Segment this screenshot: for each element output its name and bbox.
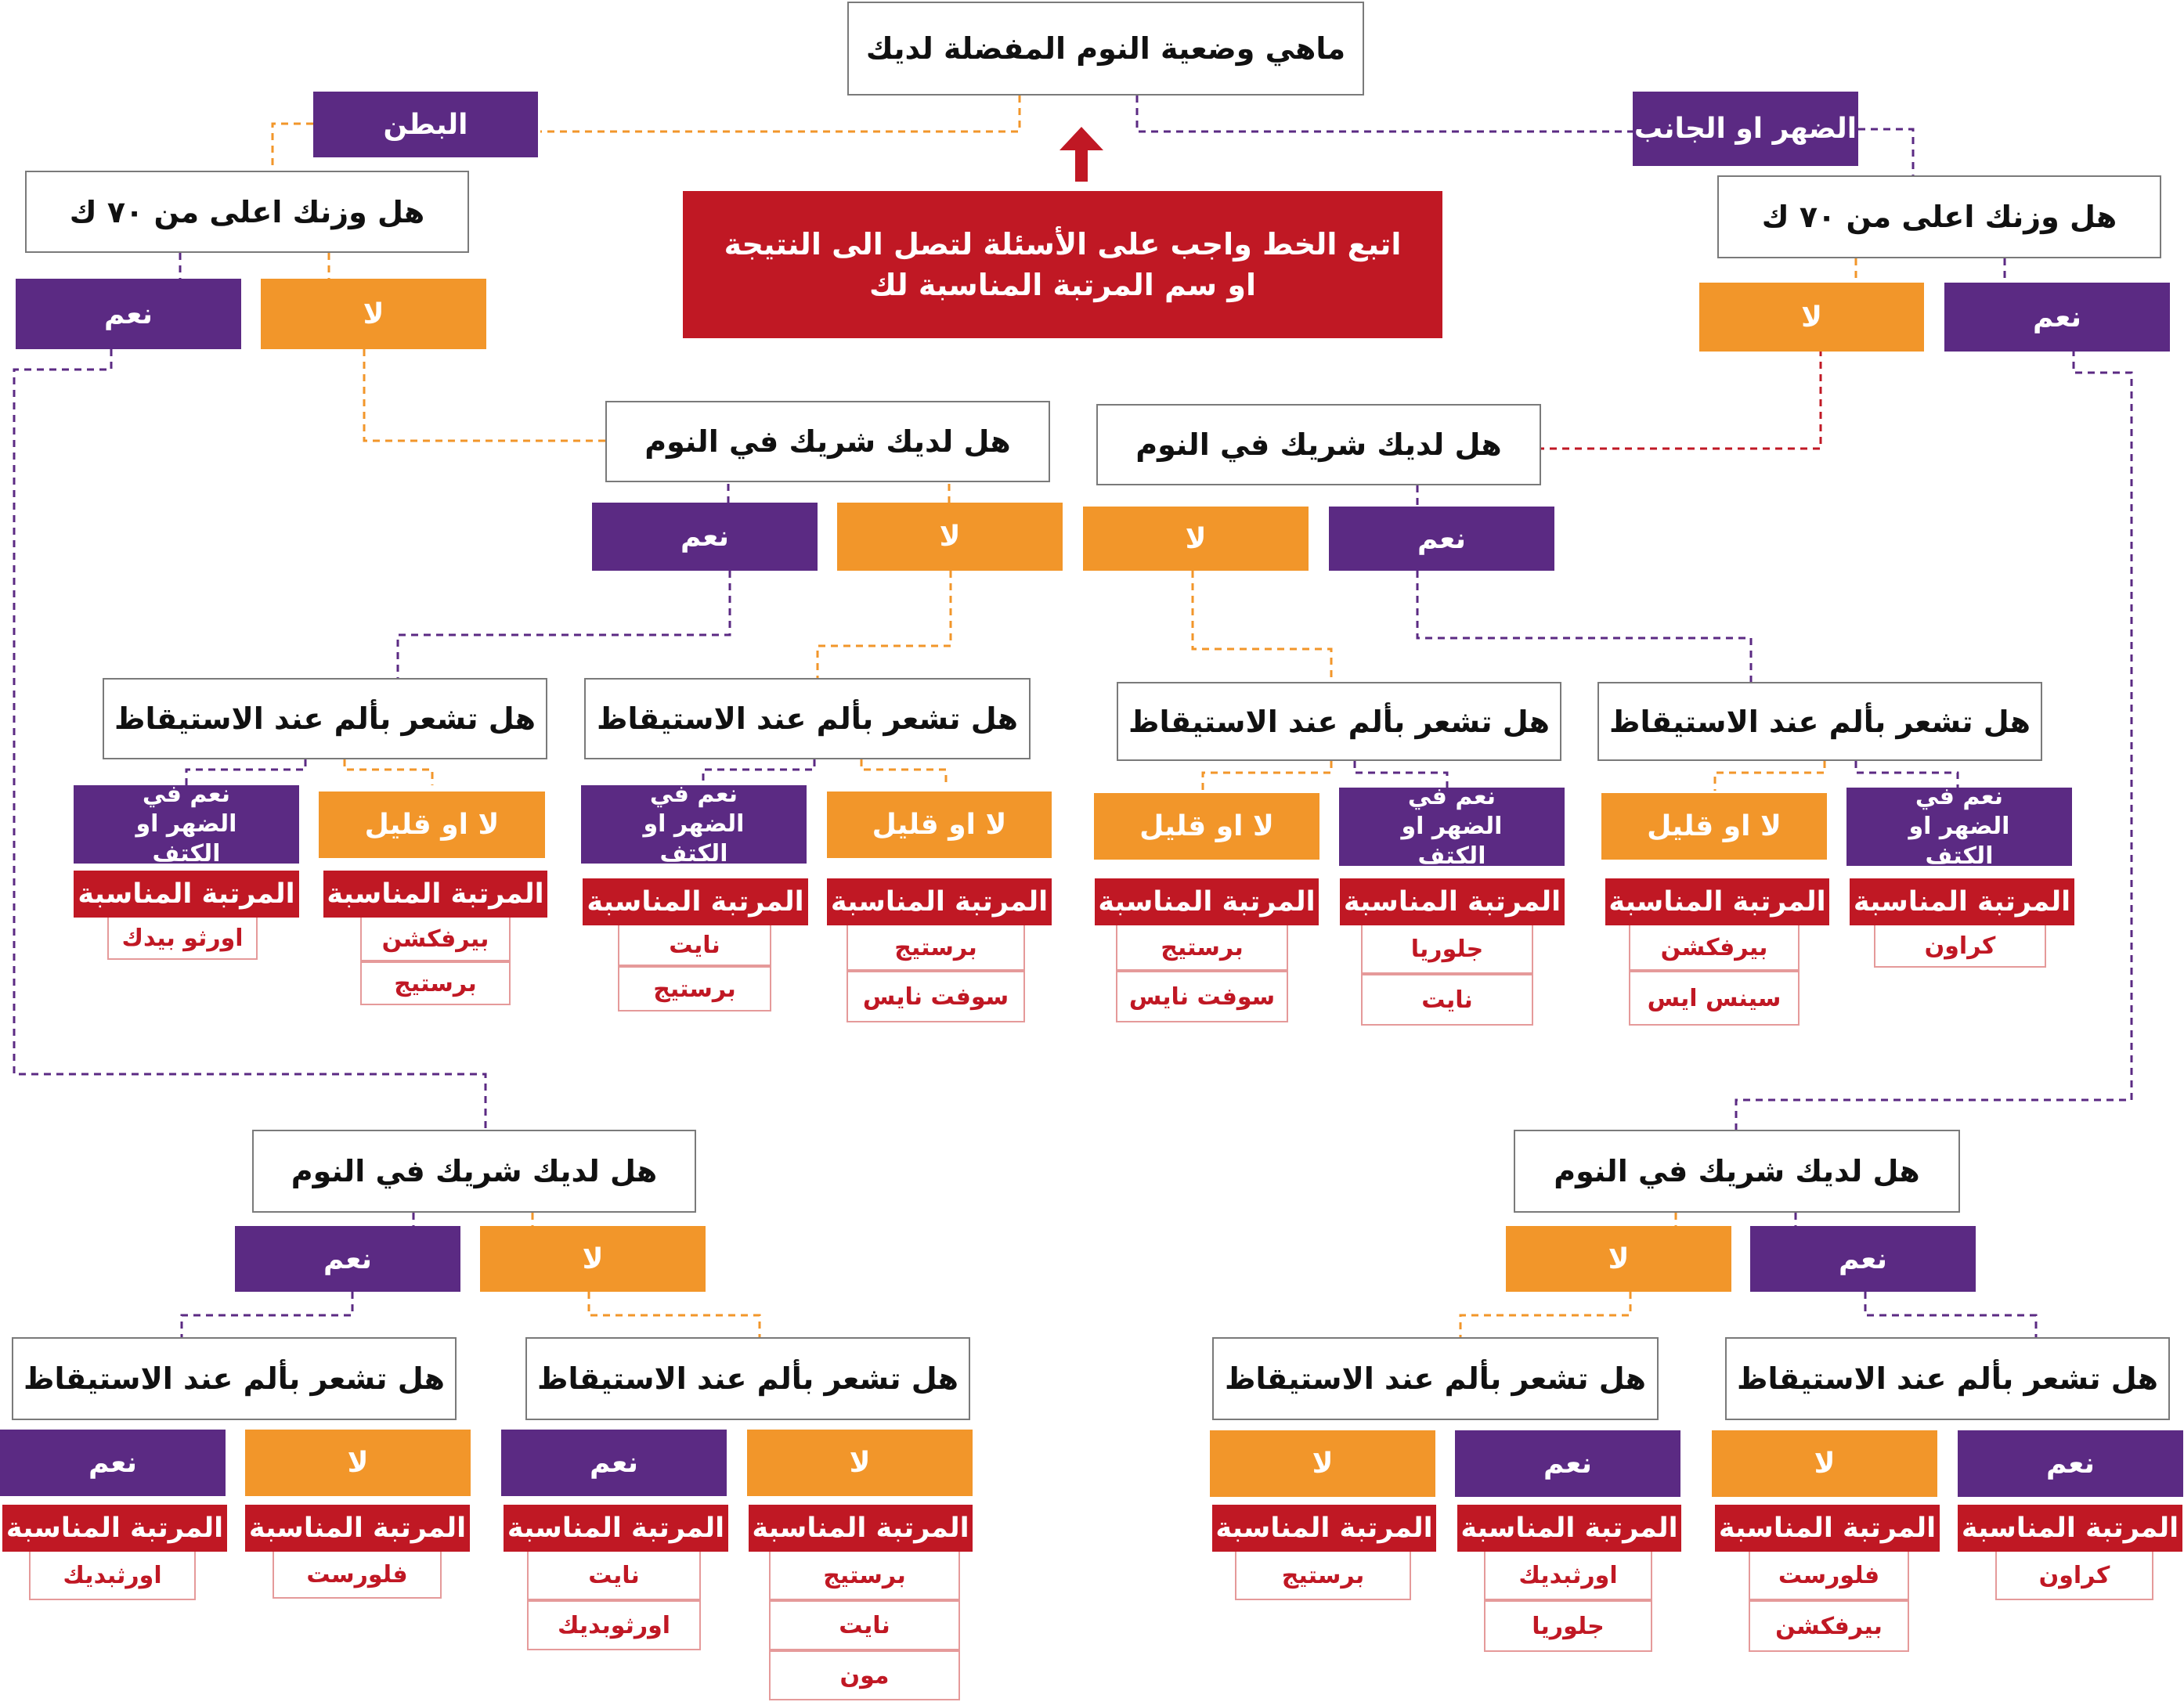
result-item: برستيج [1235, 1552, 1411, 1600]
partner-question-bottom-right: هل لديك شريك في النوم [1514, 1130, 1960, 1213]
result-item: نايت [618, 925, 771, 966]
suitable-mattress-label: المرتبة المناسبة [749, 1505, 973, 1552]
answer-no: لا [1210, 1430, 1435, 1497]
answer-no-little: لا او قليل [827, 792, 1052, 858]
pain-question-2: هل تشعر بألم عند الاستيقاظ [584, 678, 1031, 759]
answer-no: لا [747, 1430, 973, 1496]
suitable-mattress-label: المرتبة المناسبة [1212, 1505, 1436, 1552]
answer-yes: نعم [1455, 1430, 1680, 1497]
result-item: سوفت نايس [1116, 971, 1288, 1022]
partner-cr-yes: نعم [1329, 507, 1554, 571]
instruction-line-2: او سم المرتبة المناسبة لك [868, 268, 1257, 302]
partner-br-yes: نعم [1750, 1226, 1976, 1292]
suitable-mattress-label: المرتبة المناسبة [504, 1505, 728, 1552]
suitable-mattress-label: المرتبة المناسبة [1850, 878, 2074, 925]
suitable-mattress-label: المرتبة المناسبة [1457, 1505, 1681, 1552]
weight-right-no: لا [1699, 283, 1924, 352]
partner-bl-no: لا [480, 1226, 706, 1292]
result-item: برستيج [847, 925, 1025, 971]
answer-no-little: لا او قليل [1094, 793, 1319, 860]
partner-question-center-right: هل لديك شريك في النوم [1096, 404, 1541, 485]
result-item: اورثبديك [1484, 1552, 1652, 1600]
pain-question-3: هل تشعر بألم عند الاستيقاظ [1117, 682, 1561, 761]
suitable-mattress-label: المرتبة المناسبة [1605, 878, 1829, 925]
result-item: كراون [1874, 925, 2046, 968]
result-item: برستيج [360, 961, 511, 1005]
result-item: بيرفكشن [1749, 1600, 1909, 1652]
answer-yes-back-shoulder: نعم في الضهر او الكتف [581, 785, 807, 864]
suitable-mattress-label: المرتبة المناسبة [1715, 1505, 1940, 1552]
answer-yes-back-shoulder: نعم في الضهر او الكتف [1339, 788, 1565, 866]
partner-cl-yes: نعم [592, 503, 818, 571]
pain-question-4: هل تشعر بألم عند الاستيقاظ [1597, 682, 2042, 761]
answer-yes: نعم [1958, 1430, 2183, 1497]
option-back-side: الضهر او الجانب [1633, 92, 1858, 166]
result-item: برستيج [618, 966, 771, 1011]
result-item: كراون [1995, 1552, 2153, 1600]
answer-no-little: لا او قليل [319, 792, 545, 858]
pain-question-7: هل تشعر بألم عند الاستيقاظ [1212, 1337, 1659, 1420]
result-item: بيرفكشن [1629, 925, 1800, 971]
option-stomach: البطن [313, 92, 538, 157]
suitable-mattress-label: المرتبة المناسبة [827, 878, 1052, 925]
result-item: اورثو بيدك [107, 918, 258, 960]
weight-right-yes: نعم [1944, 283, 2170, 352]
suitable-mattress-label: المرتبة المناسبة [1340, 878, 1565, 925]
answer-yes: نعم [0, 1430, 226, 1496]
pain-question-8: هل تشعر بألم عند الاستيقاظ [1725, 1337, 2170, 1420]
suitable-mattress-label: المرتبة المناسبة [1958, 1505, 2182, 1552]
suitable-mattress-label: المرتبة المناسبة [583, 878, 808, 925]
result-item: مون [769, 1650, 960, 1700]
result-item: نايت [527, 1552, 701, 1600]
partner-bl-yes: نعم [235, 1226, 460, 1292]
suitable-mattress-label: المرتبة المناسبة [74, 871, 299, 918]
result-item: جلوريا [1484, 1600, 1652, 1652]
partner-question-bottom-left: هل لديك شريك في النوم [252, 1130, 696, 1213]
result-item: سوفت نايس [847, 971, 1025, 1022]
suitable-mattress-label: المرتبة المناسبة [1095, 878, 1319, 925]
answer-yes: نعم [501, 1430, 727, 1496]
weight-left-no: لا [261, 279, 486, 349]
result-item: فلورست [1749, 1552, 1909, 1600]
answer-no: لا [1712, 1430, 1937, 1497]
result-item: جلوريا [1361, 925, 1533, 974]
root-question: ماهي وضعية النوم المفضلة لديك [847, 2, 1364, 96]
weight-question-right: هل وزنك اعلى من ٧٠ ك [1717, 175, 2161, 258]
partner-question-center-left: هل لديك شريك في النوم [605, 401, 1050, 482]
suitable-mattress-label: المرتبة المناسبة [245, 1505, 470, 1552]
weight-question-left: هل وزنك اعلى من ٧٠ ك [25, 171, 469, 253]
result-item: برستيج [769, 1552, 960, 1600]
result-item: اورثبديك [29, 1552, 196, 1600]
partner-br-no: لا [1506, 1226, 1731, 1292]
result-item: اورثوبديك [527, 1600, 701, 1650]
result-item: فلورست [273, 1552, 442, 1599]
result-item: برستيج [1116, 925, 1288, 971]
weight-left-yes: نعم [16, 279, 241, 349]
instruction-line-1: اتبع الخط واجب على الأسئلة لتصل الى النتيجة [724, 227, 1402, 261]
pain-question-5: هل تشعر بألم عند الاستيقاظ [12, 1337, 457, 1420]
result-item: نايت [1361, 974, 1533, 1026]
pain-question-6: هل تشعر بألم عند الاستيقاظ [525, 1337, 970, 1420]
result-item: سينس ايس [1629, 971, 1800, 1026]
result-item: نايت [769, 1600, 960, 1650]
suitable-mattress-label: المرتبة المناسبة [323, 871, 547, 918]
answer-no-little: لا او قليل [1601, 793, 1827, 860]
answer-yes-back-shoulder: نعم في الضهر او الكتف [1846, 788, 2072, 866]
up-arrow-icon [1060, 127, 1103, 182]
result-item: بيرفكشن [360, 918, 511, 961]
partner-cl-no: لا [837, 503, 1063, 571]
answer-no: لا [245, 1430, 471, 1496]
partner-cr-no: لا [1083, 507, 1309, 571]
answer-yes-back-shoulder: نعم في الضهر او الكتف [74, 785, 299, 864]
instruction-box [683, 191, 1442, 338]
suitable-mattress-label: المرتبة المناسبة [2, 1505, 227, 1552]
pain-question-1: هل تشعر بألم عند الاستيقاظ [103, 678, 547, 759]
